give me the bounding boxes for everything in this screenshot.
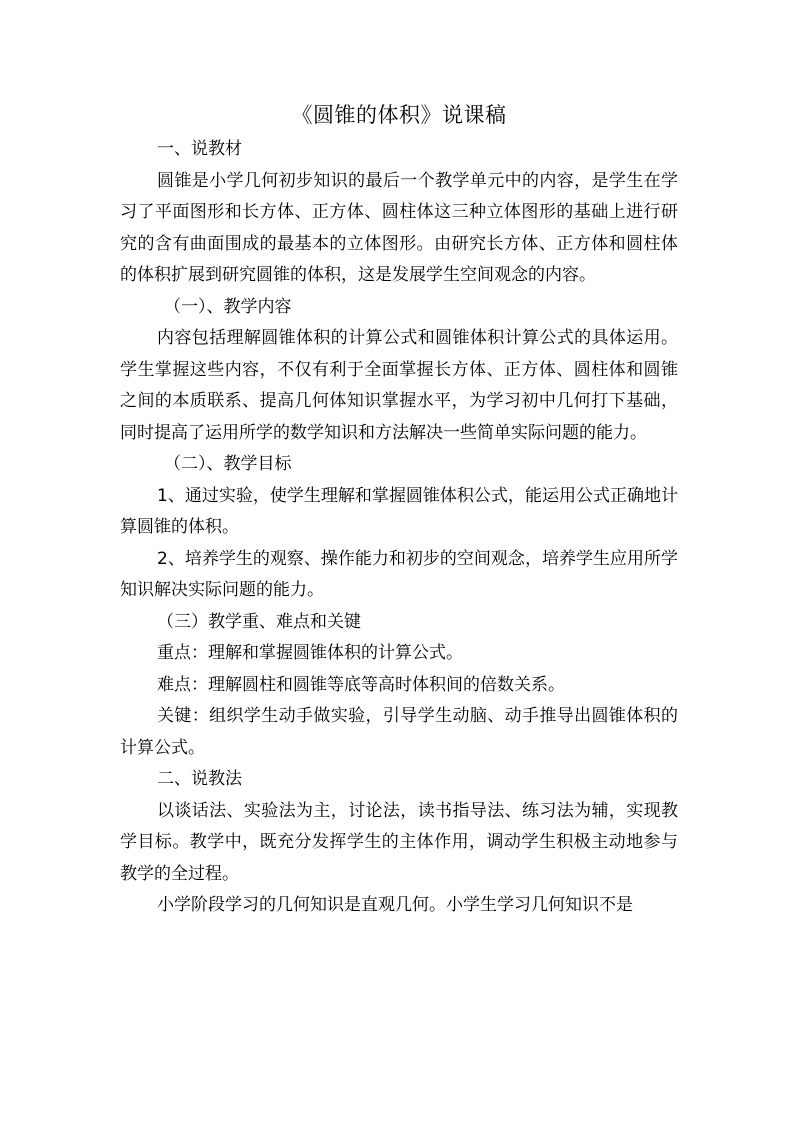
- subheading-teaching-content: （一）、教学内容: [164, 296, 292, 317]
- document-title: 《圆锥的体积》说课稿: [291, 103, 507, 127]
- subheading-key-points: （三）教学重、难点和关键: [157, 611, 361, 632]
- subheading-teaching-goals: （二）、教学目标: [164, 454, 292, 474]
- document-page: [120, 100, 678, 922]
- paragraph-teaching-method: 以谈话法、实验法为主，讨论法，读书指导法、练习法为辅，实现教学目标。教学中，既充分发挥学生的主体作用，调动学生积极主动地参与教学的全过程。: [120, 800, 678, 884]
- key-point-key: 关键：组织学生动手做实验，引导学生动脑、动手推导出圆锥体积的计算公式。: [120, 706, 678, 758]
- goal-item-2: 2、培养学生的观察、操作能力和初步的空间观念，培养学生应用所学知识解决实际问题的能力。: [120, 548, 678, 600]
- section-heading-textbook: 一、说教材: [157, 139, 242, 159]
- paragraph-geometry-knowledge: 小学阶段学习的几何知识是直观几何。小学生学习几何知识不是: [157, 895, 633, 915]
- goal-item-1: 1、通过实验，使学生理解和掌握圆锥体积公式，能运用公式正确地计算圆锥的体积。: [120, 485, 678, 537]
- paragraph-teaching-content: 内容包括理解圆锥体积的计算公式和圆锥体积计算公式的具体运用。学生掌握这些内容，不仅有利于全面掌握长方体、正方体、圆柱体和圆锥之间的本质联系、提高几何体知识掌握水平，为学习初中几何打下基础，同时提高了运用所学的数学知识和方法解决一些简单实际问题的能力。: [120, 328, 678, 443]
- key-point-difficulty: 难点：理解圆柱和圆锥等底等高时体积间的倍数关系。: [157, 674, 565, 695]
- paragraph-textbook-intro: 圆锥是小学几何初步知识的最后一个教学单元中的内容，是学生在学习了平面图形和长方体、正方体、圆柱体这三种立体图形的基础上进行研究的含有曲面围成的最基本的立体图形。由研究长方体、正方体和圆柱体的体积扩展到研究圆锥的体积，这是发展学生空间观念的内容。: [120, 170, 678, 285]
- key-point-focus: 重点：理解和掌握圆锥体积的计算公式。: [157, 643, 463, 663]
- section-heading-teaching-method: 二、说教法: [157, 769, 242, 789]
